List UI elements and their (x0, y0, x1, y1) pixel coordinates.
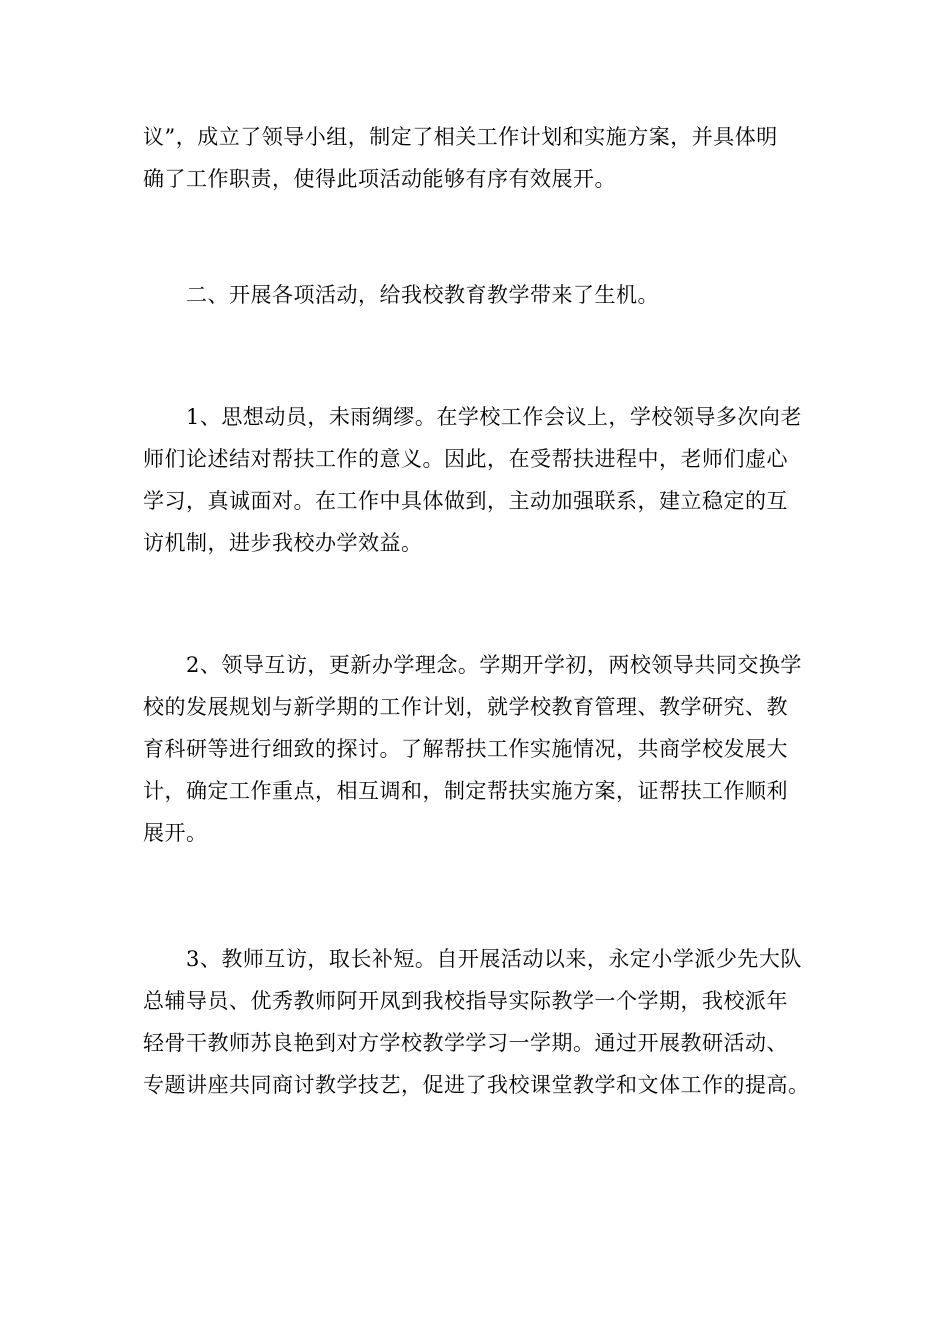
text-line: 展开。 (143, 821, 208, 845)
text-line: 议”，成立了领导小组，制定了相关工作计划和实施方案，并具体明 (143, 125, 778, 149)
text-line: 3、教师互访，取长补短。自开展活动以来，永定小学派少先大队 (186, 947, 802, 971)
text-line: 确了工作职责，使得此项活动能够有序有效展开。 (143, 167, 616, 191)
paragraph-item-2 (143, 644, 813, 854)
text-line: 访机制，进步我校办学效益。 (143, 531, 423, 555)
paragraph-item-3 (143, 938, 813, 1106)
text-line: 校的发展规划与新学期的工作计划，就学校教育管理、教学研究、教 (143, 695, 788, 719)
text-line: 2、领导互访，更新办学理念。学期开学初，两校领导共同交换学 (186, 653, 802, 677)
paragraph-continuation (143, 116, 813, 200)
text-line: 学习，真诚面对。在工作中具体做到，主动加强联系，建立稳定的互 (143, 489, 788, 513)
document-body (143, 116, 813, 1106)
text-line: 育科研等进行细致的探讨。了解帮扶工作实施情况，共商学校发展大 (143, 737, 788, 761)
text-line: 专题讲座共同商讨教学技艺，促进了我校课堂教学和文体工作的提高。 (143, 1073, 810, 1097)
text-line: 计，确定工作重点，相互调和，制定帮扶实施方案，证帮扶工作顺利 (143, 779, 788, 803)
text-line: 师们论述结对帮扶工作的意义。因此，在受帮扶进程中，老师们虚心 (143, 447, 788, 471)
text-line: 1、思想动员，未雨绸缪。在学校工作会议上，学校领导多次向老 (186, 405, 802, 429)
text-line: 轻骨干教师苏良艳到对方学校教学学习一学期。通过开展教研活动、 (143, 1031, 788, 1055)
paragraph-item-1 (143, 396, 813, 564)
section-heading (143, 274, 813, 316)
text-line: 二、开展各项活动，给我校教育教学带来了生机。 (186, 283, 659, 307)
text-line: 总辅导员、优秀教师阿开凤到我校指导实际教学一个学期，我校派年 (143, 989, 788, 1013)
